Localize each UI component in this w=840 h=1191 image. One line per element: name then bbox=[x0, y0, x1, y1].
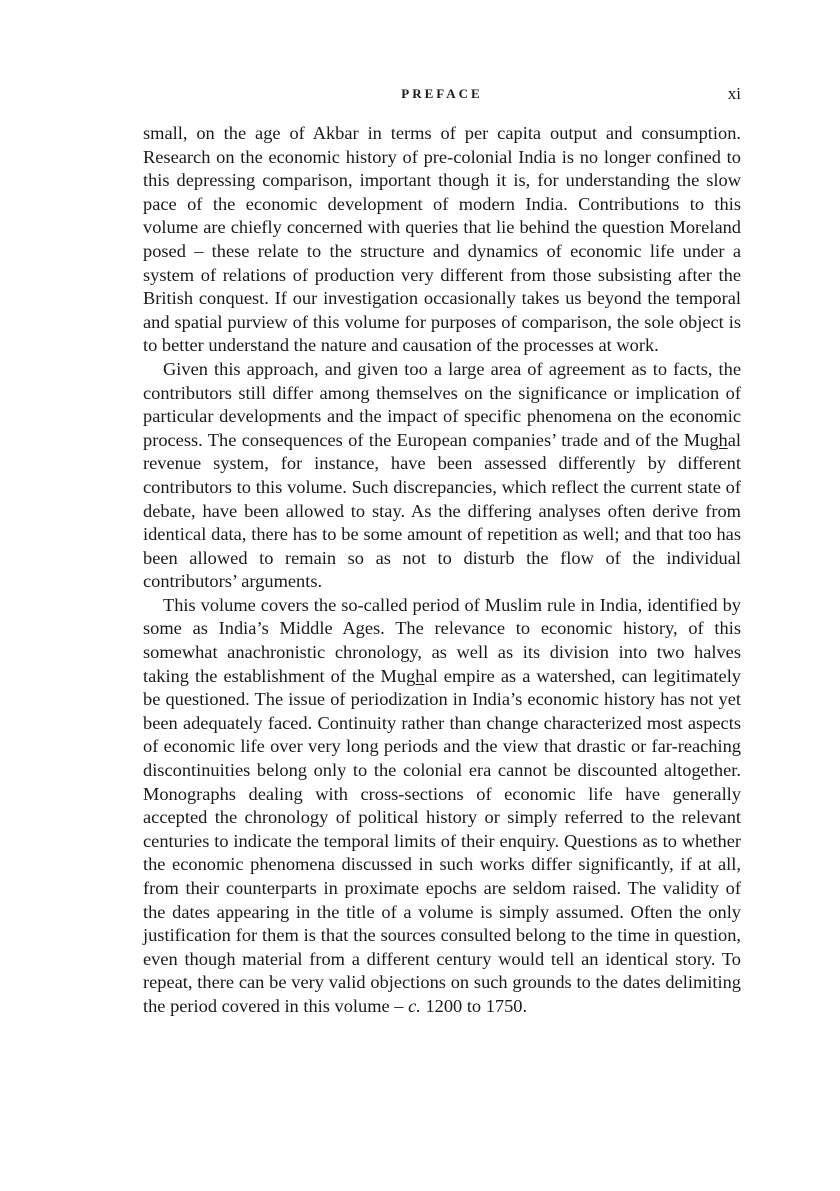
running-title: PREFACE bbox=[401, 86, 483, 101]
page-number: xi bbox=[727, 84, 741, 103]
paragraph bbox=[143, 122, 741, 358]
text-run: 1200 to 1750. bbox=[420, 995, 528, 1016]
book-page bbox=[143, 86, 741, 1019]
text-run: small, on the age of Akbar in terms of per capita output and consumption. Research on the economic history of pre-colonial India is no longer confined to this depressing comparison, important though it is, for understanding the slow pace of the economic development of modern India. Contributions to this volume are chiefly concerned with queries that lie behind the question Moreland posed – these relate to the structure and dynamics of economic life under a system of relations of production very different from those subsisting after the British conquest. If our investigation occasionally takes us beyond the temporal and spatial purview of this volume for purposes of comparison, the sole object is to better understand the nature and causation of the processes at work. bbox=[143, 123, 741, 356]
running-header bbox=[143, 86, 741, 108]
text-run: empire as a watershed, can legitimately be questioned. The issue of periodization in India’s economic history has not yet been adequately faced. Continuity rather than change characterized most aspects of economic life over very long periods and the view that drastic or far-reaching discontinuities belong only to the colonial era cannot be discounted altogether. Monographs dealing with cross-sections of economic life have generally accepted the chronology of political history or simply referred to the relevant centuries to indicate the temporal limits of their enquiry. Questions as to whether the economic phenomena discussed in such works differ significantly, if at all, from their counterparts in proximate epochs are seldom raised. The validity of the dates appearing in the title of a volume is simply assumed. Often the only justification for them is that the sources consulted belong to the time in question, even though material from a different century would tell an identical story. To repeat, there can be very valid objections on such grounds to the dates delimiting the period covered in this volume – bbox=[143, 665, 741, 1016]
paragraph bbox=[143, 594, 741, 1019]
text-run: revenue system, for instance, have been assessed differently by different contributors to this volume. Such discrepancies, which reflect the current state of debate, have been allowed to stay. As the differing analyses often derive from identical data, there has to be some amount of repetition as well; and that too has been allowed to remain so as not to disturb the flow of the individual contributors’ arguments. bbox=[143, 453, 741, 592]
text-run: This volume covers the so-called period of Muslim rule in India, identified by some as India’s Middle Ages. The relevance to economic history, of this somewhat anachronistic chronology, as well as its division into two halves taking the establishment of the bbox=[143, 594, 741, 686]
body-text bbox=[143, 122, 741, 1019]
paragraph bbox=[143, 358, 741, 594]
transliterated-term: Mughal bbox=[683, 429, 741, 450]
transliterated-term: Mughal bbox=[380, 665, 438, 686]
text-run: Given this approach, and given too a large area of agreement as to facts, the contributors still differ among themselves on the significance or implication of particular developments and the impact of specific phenomena on the economic process. The consequences of the European companies’ trade and of the bbox=[143, 358, 741, 450]
italic-text: c. bbox=[408, 995, 421, 1016]
